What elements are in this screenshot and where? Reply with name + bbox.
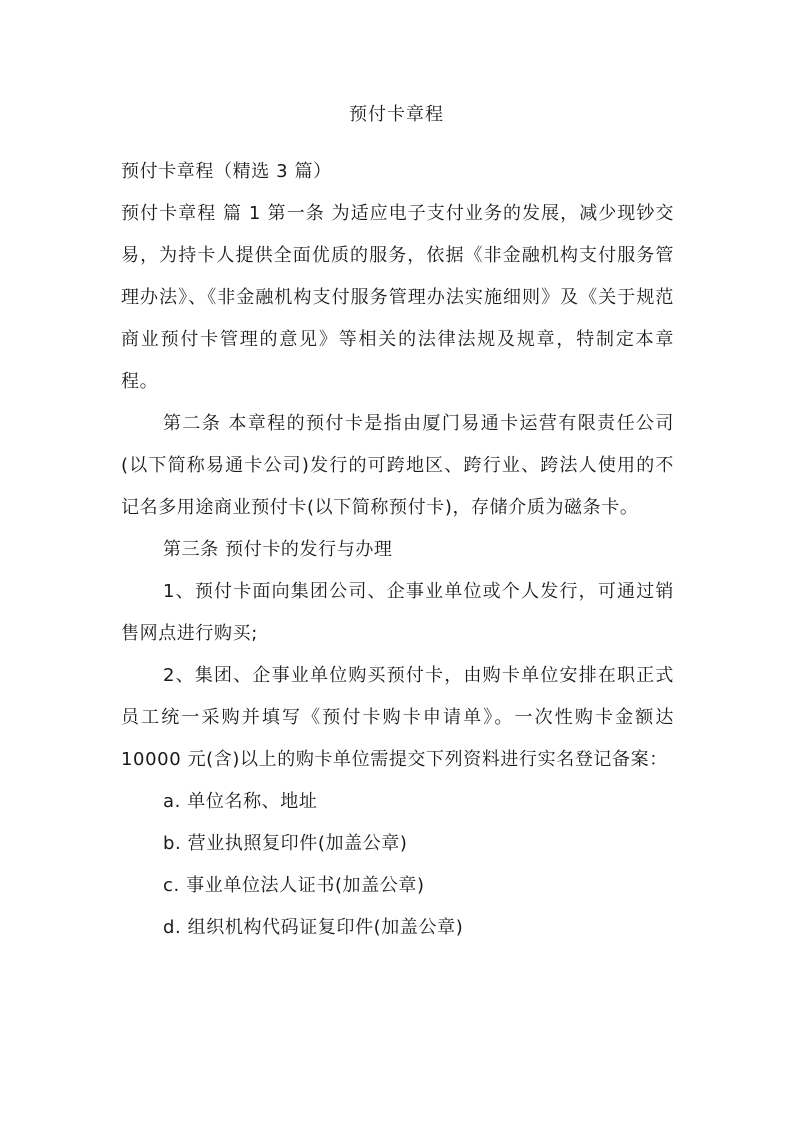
paragraph-article-2: 第二条 本章程的预付卡是指由厦门易通卡运营有限责任公司(以下简称易通卡公司)发行的可跨地区、跨行业、跨法人使用的不记名多用途商业预付卡(以下简称预付卡)，存储介质为磁条卡。	[121, 413, 674, 518]
list-item-c: c. 事业单位法人证书(加盖公章)	[163, 875, 425, 896]
paragraph-item-1: 1、预付卡面向集团公司、企事业单位或个人发行，可通过销售网点进行购买;	[121, 581, 674, 644]
paragraph-item-2: 2、集团、企事业单位购买预付卡，由购卡单位安排在职正式员工统一采购并填写《预付卡购卡申请单》。一次性购卡金额达 10000 元(含)以上的购卡单位需提交下列资料进行实名登记备案：	[121, 665, 674, 770]
page-title: 预付卡章程	[349, 104, 444, 125]
list-item-a: a. 单位名称、地址	[163, 791, 318, 812]
paragraph-article-1: 预付卡章程 篇 1 第一条 为适应电子支付业务的发展，减少现钞交易，为持卡人提供全面优质的服务，依据《非金融机构支付服务管理办法》、《非金融机构支付服务管理办法实施细则》及《关于规范商业预付卡管理的意见》等相关的法律法规及规章，特制定本章程。	[121, 203, 674, 392]
list-item-b: b. 营业执照复印件(加盖公章)	[163, 833, 408, 854]
document-subtitle: 预付卡章程（精选 3 篇）	[121, 161, 332, 182]
paragraph-article-3-heading: 第三条 预付卡的发行与办理	[163, 539, 393, 560]
list-item-d: d. 组织机构代码证复印件(加盖公章)	[163, 917, 464, 938]
document-body	[121, 151, 674, 949]
